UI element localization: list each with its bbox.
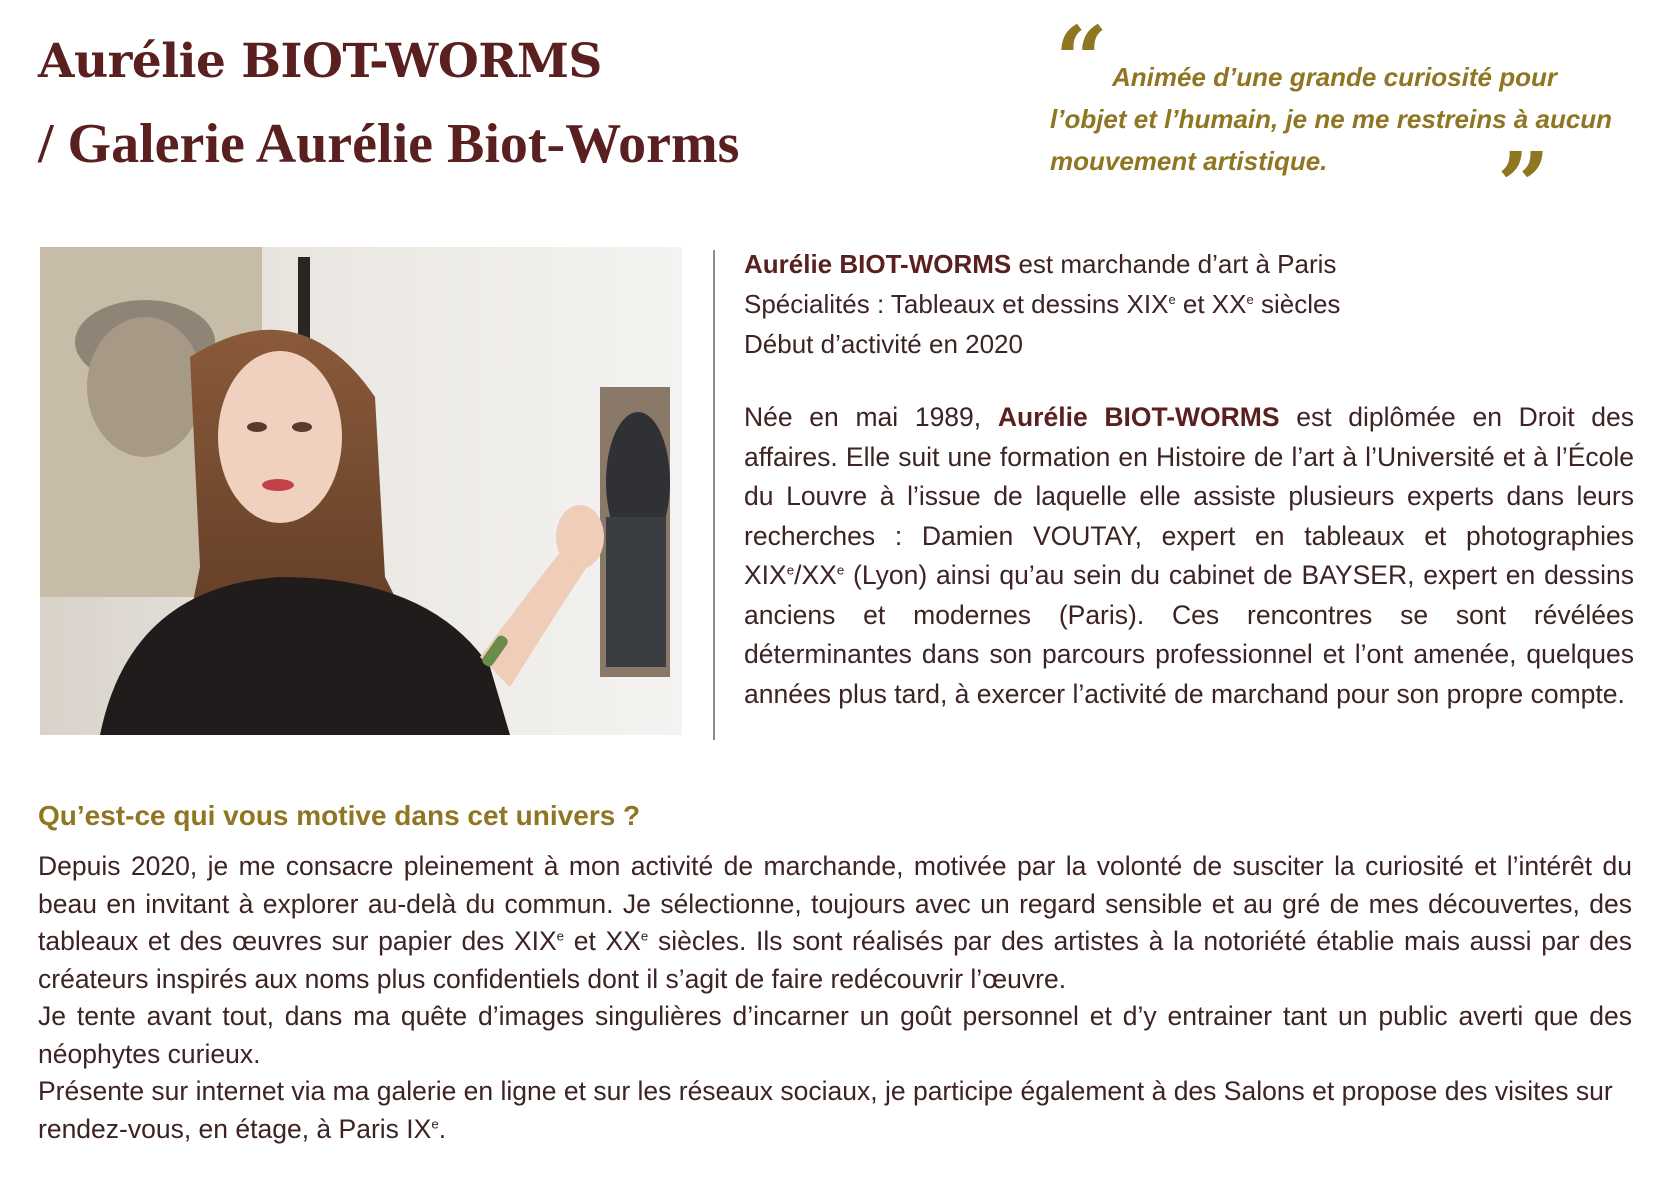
answer-paragraph-3 xyxy=(38,1073,1632,1148)
superscript: e xyxy=(836,562,845,578)
specialties-line: Spécialités : Tableaux et dessins XIX xyxy=(744,289,1169,319)
answer-paragraph-2: Je tente avant tout, dans ma quête d’images singulières d’incarner un goût personnel et d’y entrainer tant un public averti que des néophytes curieux. xyxy=(38,1001,1632,1069)
superscript: e xyxy=(556,928,565,944)
intro-block xyxy=(744,244,1634,364)
interview-answer xyxy=(38,848,1632,1148)
gallery-subtitle: / Galerie Aurélie Biot-Worms xyxy=(38,113,740,175)
pull-quote xyxy=(1050,6,1645,240)
interview-question: Qu’est-ce qui vous motive dans cet univers ? xyxy=(38,800,641,831)
pull-quote-text: Animée d’une grande curiosité pour l’objet et l’humain, je ne me restreins à aucun mouvement artistique. xyxy=(1050,62,1613,176)
bio-text: (Lyon) ainsi qu’au sein du cabinet de BAYSER, expert en dessins anciens et modernes (Paris). Ces rencontres se sont révélées déterminantes dans son parcours professionnel et l’ont amenée, quelques années plus tard, à exercer l’activité de marchand pour son propre compte. xyxy=(744,560,1634,709)
biography-paragraph xyxy=(744,398,1634,714)
answer-text: et XX xyxy=(564,926,641,956)
superscript: e xyxy=(786,562,795,578)
portrait-illustration xyxy=(40,247,682,735)
superscript: e xyxy=(1168,291,1176,307)
bio-text: Née en mai 1989, xyxy=(744,402,998,432)
answer-paragraph-1 xyxy=(38,848,1632,998)
specialties-line-end: siècles xyxy=(1253,289,1341,319)
activity-start-line: Début d’activité en 2020 xyxy=(744,329,1023,359)
specialties-line-part: et XX xyxy=(1175,289,1247,319)
superscript: e xyxy=(640,928,649,944)
portrait-photo xyxy=(40,247,682,735)
answer-text: siècles. Ils sont réalisés par des artistes à la notoriété établie mais aussi par des créateurs inspirés aux noms plus confidentiels dont il s’agit de faire redécouvrir l’œuvre. xyxy=(38,926,1632,994)
intro-line1: est marchande d’art à Paris xyxy=(1011,249,1337,279)
bio-name: Aurélie BIOT-WORMS xyxy=(997,402,1280,432)
close-quote-icon: ” xyxy=(1497,132,1550,240)
superscript: e xyxy=(1246,291,1254,307)
intro-name: Aurélie BIOT-WORMS xyxy=(744,249,1012,279)
answer-text: Depuis 2020, je me consacre pleinement à mon activité de marchande, motivée par la volonté de susciter la curiosité et l’intérêt du beau en invitant à explorer au-delà du commun. Je sélectionne, toujours avec un regard sensible et au gré de mes découvertes, des tableaux et des œuvres sur papier des XIX xyxy=(38,851,1632,956)
answer-text: . xyxy=(438,1113,447,1144)
article-title: Aurélie BIOT-WORMS xyxy=(38,34,602,89)
vertical-divider xyxy=(713,250,715,740)
bio-text: est diplômée en Droit des affaires. Elle suit une formation en Histoire de l’art à l’Université et à l’École du Louvre à l’issue de laquelle elle assiste plusieurs experts dans leurs recherches : Damien VOUTAY, expert en tableaux et photographies XIX xyxy=(744,402,1634,590)
answer-text: Présente sur internet via ma galerie en ligne et sur les réseaux sociaux, je participe également à des Salons et propose des visites sur rendez-vous, en étage, à Paris IX xyxy=(38,1076,1613,1144)
bio-text: /XX xyxy=(794,560,837,590)
open-quote-icon: “ xyxy=(1055,6,1108,114)
superscript: e xyxy=(431,1116,439,1132)
